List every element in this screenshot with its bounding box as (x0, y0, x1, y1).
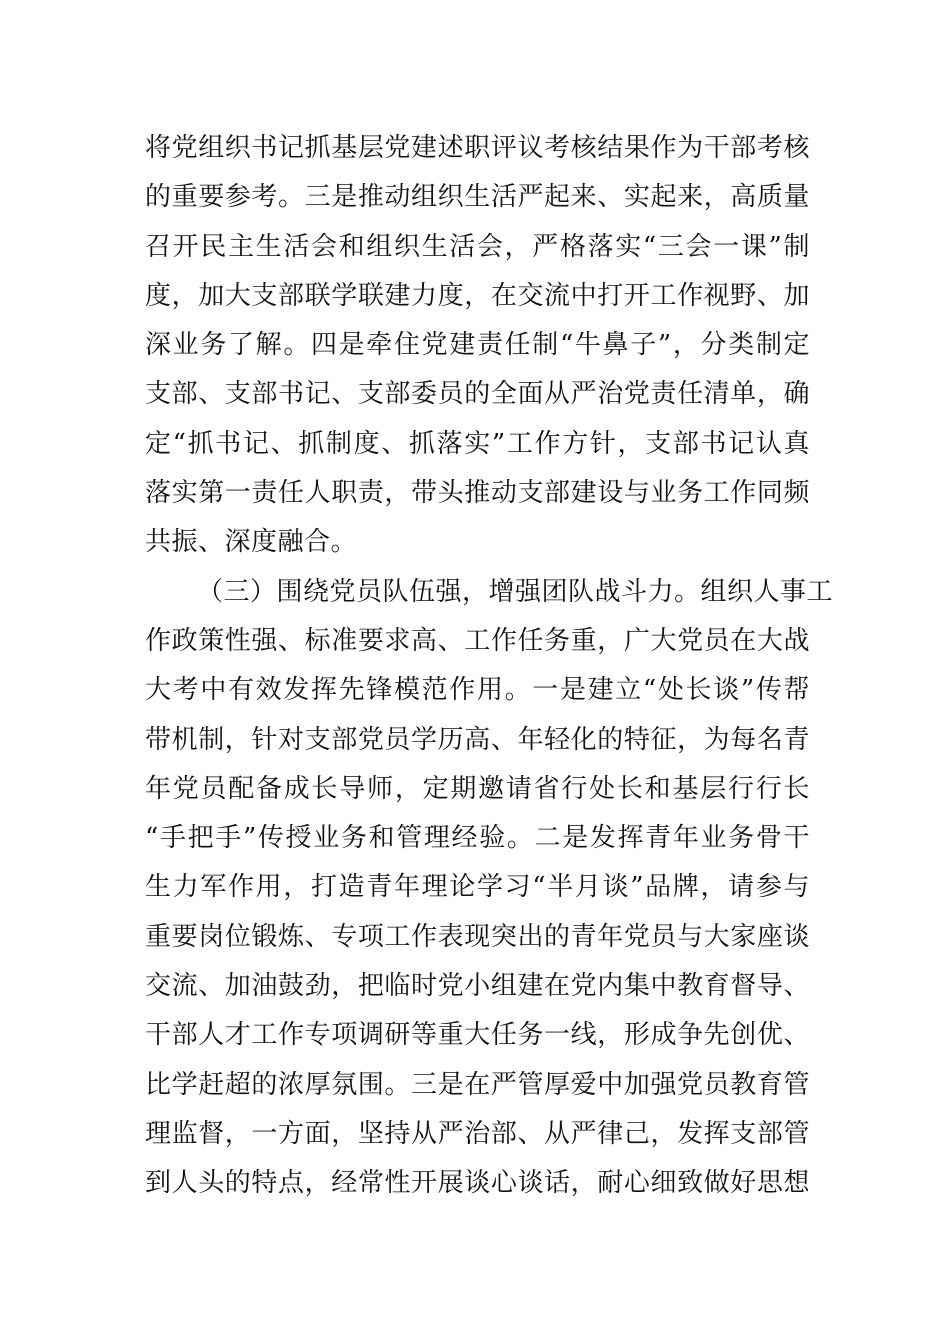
text-line: 年党员配备成长导师，定期邀请省行处长和基层行行长 (145, 773, 810, 804)
text-line: 深业务了解。四是牵住党建责任制“牛鼻子”，分类制定 (145, 330, 810, 361)
text-line: 生力军作用，打造青年理论学习“半月谈”品牌，请参与 (145, 872, 810, 903)
text-line: 的重要参考。三是推动组织生活严起来、实起来，高质量 (145, 182, 810, 213)
text-line: 交流、加油鼓劲，把临时党小组建在党内集中教育督导、 (145, 971, 810, 1002)
text-line: “手把手”传授业务和管理经验。二是发挥青年业务骨干 (145, 823, 810, 854)
text-line: 到人头的特点，经常性开展谈心谈话，耐心细致做好思想 (145, 1168, 810, 1199)
text-line: 落实第一责任人职责，带头推动支部建设与业务工作同频 (145, 478, 810, 509)
text-line: 理监督，一方面，坚持从严治部、从严律己，发挥支部管 (145, 1118, 810, 1149)
text-line: 大考中有效发挥先锋模范作用。一是建立“处长谈”传帮 (145, 675, 810, 706)
text-line: 比学赶超的浓厚氛围。三是在严管厚爱中加强党员教育管 (145, 1069, 810, 1100)
section-heading-line: （三）围绕党员队伍强，增强团队战斗力。组织人事工 (197, 576, 834, 607)
text-line: 将党组织书记抓基层党建述职评议考核结果作为干部考核 (145, 133, 810, 163)
text-line: 召开民主生活会和组织生活会，严格落实“三会一课”制 (145, 231, 810, 262)
text-line: 作政策性强、标准要求高、工作任务重，广大党员在大战 (145, 625, 810, 656)
text-line: 度，加大支部联学联建力度，在交流中打开工作视野、加 (145, 280, 810, 311)
text-line: 重要岗位锻炼、专项工作表现突出的青年党员与大家座谈 (145, 921, 810, 952)
text-line: 支部、支部书记、支部委员的全面从严治党责任清单，确 (145, 379, 810, 410)
body-text (145, 124, 834, 1209)
text-line: 带机制，针对支部党员学历高、年轻化的特征，为每名青 (145, 724, 810, 755)
text-line: 干部人才工作专项调研等重大任务一线，形成争先创优、 (145, 1020, 810, 1051)
text-line: 定“抓书记、抓制度、抓落实”工作方针，支部书记认真 (145, 428, 810, 459)
paragraph-last-line: 共振、深度融合。 (145, 527, 358, 558)
